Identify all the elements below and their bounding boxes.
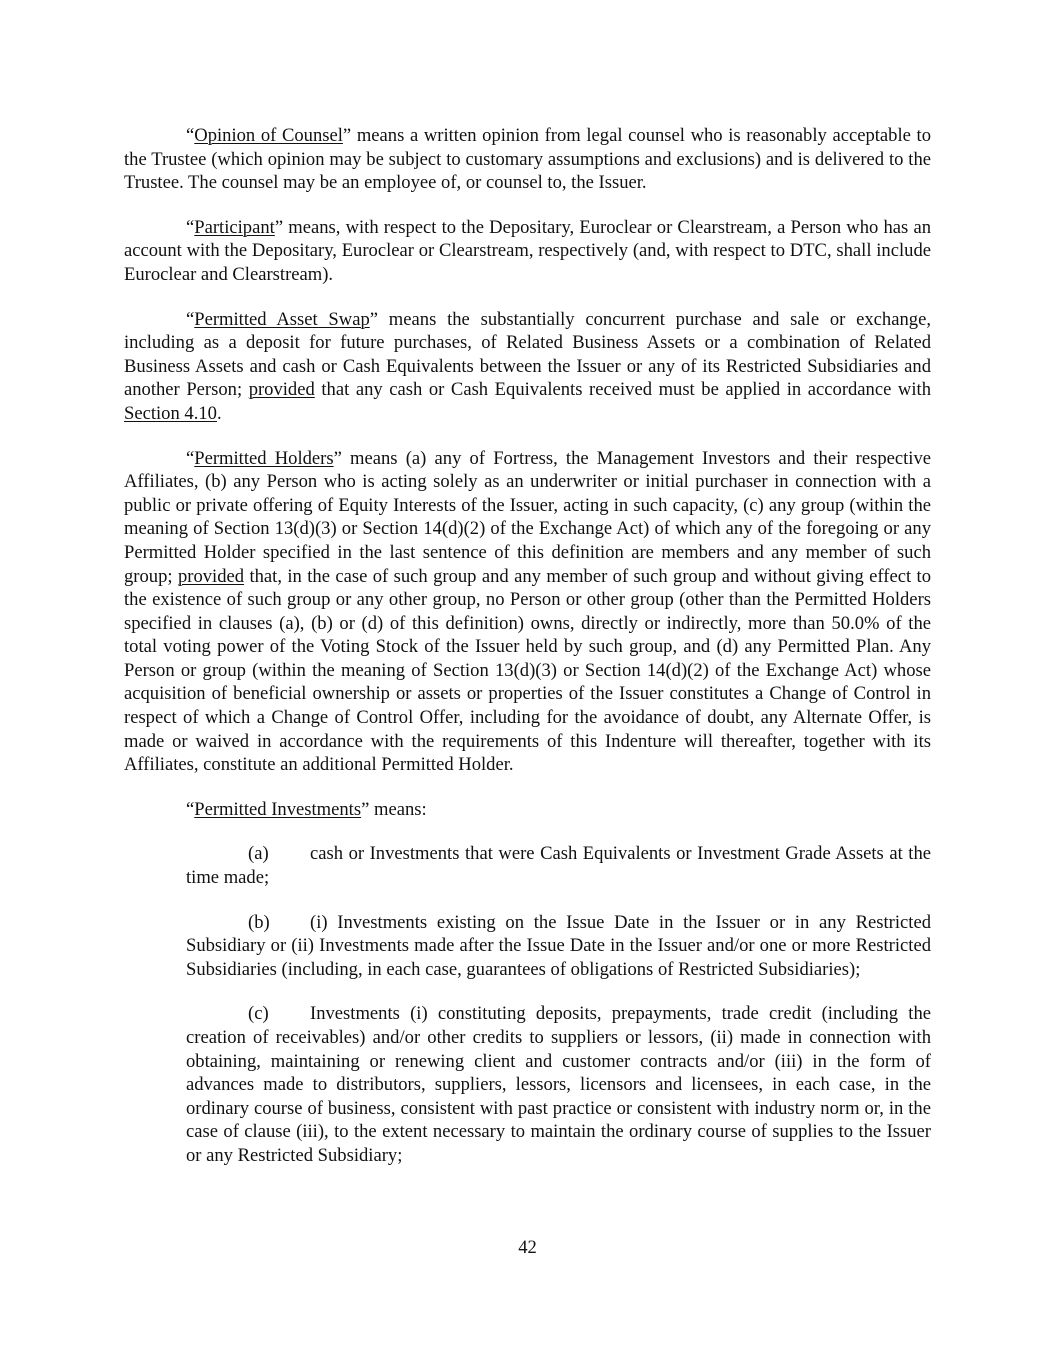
open-quote: “ bbox=[186, 125, 195, 146]
clause-label: (a) bbox=[248, 843, 269, 865]
defined-term: Opinion of Counsel bbox=[194, 125, 343, 146]
clause-label: (b) bbox=[248, 911, 270, 933]
definition-text-end: . bbox=[216, 402, 222, 424]
clause-text: Investments (i) constituting deposits, prepayments, trade credit (including the creation of receivables) and/or other credits to suppliers or lessors, (ii) made in connection with obtaining, maintaining or renewing client and customer contracts and/or (iii) in the form of advances made to distributors, suppliers, lessors, licensors and licensees, in each case, in the ordinary course of business, consistent with past practice or consistent with industry norm or, in the case of clause (iii), to the extent necessary to maintain the ordinary course of supplies to the Issuer or any Restricted Subsidiary; bbox=[186, 1003, 931, 1166]
definition-opinion-of-counsel bbox=[124, 124, 931, 195]
defined-term: Permitted Holders bbox=[194, 447, 334, 469]
close-quote: ” bbox=[342, 125, 352, 146]
definition-permitted-holders bbox=[124, 447, 931, 777]
close-quote: ” bbox=[274, 216, 284, 238]
defined-term: Participant bbox=[194, 216, 275, 238]
definition-text: means the substantially concurrent purchase and sale or exchange, including as a deposit for future purchases, of Related Business Assets or a combination of Related Business Assets and cash or Cash Equivalents between the Issuer or any of its Restricted Subsidiaries and another Person; bbox=[124, 308, 931, 401]
document-page bbox=[124, 124, 931, 1168]
definition-text-continued: that, in the case of such group and any member of such group and without giving effect to the existence of such group or any other group, no Person or other group (other than the Permitted Holders specified in clauses (a), (b) or (d) of this definition) owns, directly or indirectly, more than 50.0% of the total voting power of the Voting Stock of the Issuer held by such group, and (d) any Permitted Plan. Any Person or group (within the meaning of Section 13(d)(3) or Section 14(d)(2) of the Exchange Act) whose acquisition of beneficial ownership or assets or properties of the Issuer constitutes a Change of Control in respect of which a Change of Control Offer, including for the avoidance of doubt, any Alternate Offer, is made or waived in accordance with the requirements of this Indenture will thereafter, together with its Affiliates, constitute an additional Permitted Holder. bbox=[124, 565, 931, 776]
open-quote: “ bbox=[186, 216, 195, 238]
clause-text: cash or Investments that were Cash Equivalents or Investment Grade Assets at the time made; bbox=[186, 843, 931, 889]
close-quote: ” bbox=[333, 447, 342, 469]
definition-participant bbox=[124, 216, 931, 287]
close-quote: ” bbox=[361, 798, 370, 820]
clause-b bbox=[186, 911, 931, 982]
definition-text-continued: that any cash or Cash Equivalents received must be applied in accordance with bbox=[314, 379, 931, 401]
clause-label: (c) bbox=[248, 1003, 269, 1025]
provided-term: provided bbox=[177, 565, 245, 587]
close-quote: ” bbox=[369, 308, 379, 330]
defined-term: Permitted Asset Swap bbox=[194, 308, 370, 330]
clause-a bbox=[186, 842, 931, 889]
definition-text: means a written opinion from legal counsel who is reasonably acceptable to the Trustee (which opinion may be subject to customary assumptions and exclusions) and is delivered to the Trustee. The counsel may be an employee of, or counsel to, the Issuer. bbox=[124, 125, 931, 194]
section-reference: Section 4.10 bbox=[124, 402, 217, 424]
definition-text: means (a) any of Fortress, the Management Investors and their respective Affiliates, (b) any Person who is acting solely as an underwriter or initial purchaser in connection with a public or private offering of Equity Interests of the Issuer, acting in such capacity, (c) any group (within the meaning of Section 13(d)(3) or Section 14(d)(2) of the Exchange Act) of which any of the foregoing or any Permitted Holder specified in the last sentence of this definition are members and any member of such group; bbox=[124, 447, 931, 587]
definition-text: means: bbox=[369, 798, 427, 820]
definition-text: means, with respect to the Depositary, Euroclear or Clearstream, a Person who has an account with the Depositary, Euroclear or Clearstream, respectively (and, with respect to DTC, shall include Euroclear and Clearstream). bbox=[124, 216, 931, 285]
clause-c bbox=[186, 1002, 931, 1167]
clause-text: (i) Investments existing on the Issue Date in the Issuer or in any Restricted Subsidiary or (ii) Investments made after the Issue Date in the Issuer and/or one or more Restricted Subsidiaries (including, in each case, guarantees of obligations of Restricted Subsidiaries); bbox=[186, 911, 931, 980]
open-quote: “ bbox=[186, 798, 195, 820]
provided-term: provided bbox=[248, 379, 315, 401]
open-quote: “ bbox=[186, 308, 195, 330]
definition-permitted-investments bbox=[124, 798, 931, 822]
open-quote: “ bbox=[186, 447, 195, 469]
defined-term: Permitted Investments bbox=[194, 798, 362, 820]
page-number: 42 bbox=[518, 1237, 537, 1258]
definition-permitted-asset-swap bbox=[124, 308, 931, 426]
